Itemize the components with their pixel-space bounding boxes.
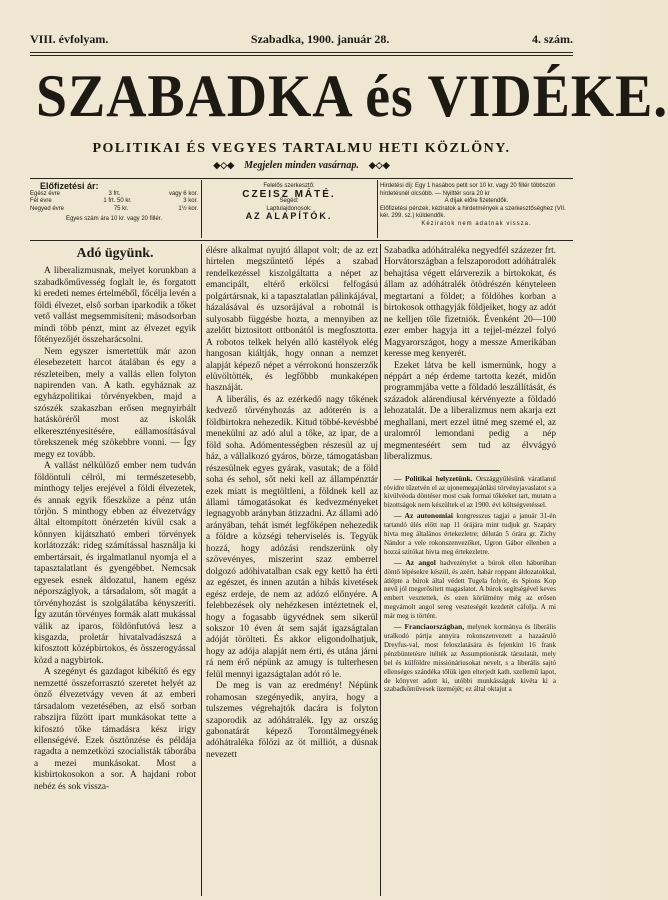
- news-body: hadvezénylet a búrok ellen háborúban döntő lépésekre készül, és azért, habár roppant áldozatokkal, átlépte a búrok által védett Tugela folyót, és Spions Kop nevű jól megerősített magaslatot. A búrok segítségével keves embert vesztettek, és ezen körülmény még az erősen megvámolt angol sereg veszteségét kezdetét cáfolja. A mi már meg is történt.: [384, 558, 557, 621]
- editor-role: Felelős szerkesztő:: [263, 183, 315, 189]
- news-headline: — Az autonomiai: [394, 511, 454, 521]
- header-rule: [30, 52, 573, 53]
- ornament-icon: ◆◇◆: [213, 160, 235, 170]
- subscription-heading: Előfizetési ár:: [40, 181, 99, 191]
- news-item: [384, 475, 556, 511]
- publisher-name: AZ ALAPÍTÓK.: [245, 211, 333, 221]
- article-column-3: [384, 246, 556, 896]
- subscription-box: [30, 183, 198, 236]
- article-paragraph: A liberalizmusnak, melyet korunkban a szabadkőművesség foglalt le, és forgatott ki eredeti nemes értelméből, főcélja levén a földi élvezet, első sorban iparkodik a tőket vető vallást megsemmisíteni; másodsorban mindi több pénzt, mint az élvezet egyik főtényezőjét összeharácsolni.: [34, 266, 196, 346]
- ad-rates: Hirdetési díj: Egy 1 hasábos petit sor 10 kr, vagy 20 fillér többszöri hirdetésnél olcsóbb. — Nyilttér sora 20 kr: [380, 183, 556, 197]
- column-divider: [377, 180, 378, 238]
- article-paragraph: élésre alkalmat nyujtó állapot volt; de az ezt hirtelen megszűntető lépés a szabad rendelkezéssel kiszolgáltatta a népet az emancipált, eltérő erkölcsi felfogású polgártársnak, ki a tapasztalatlan pálinkájával, házalásával és uzsorájával a robotnál is sulyosabb függésbe hozta, a mennyiben az azelőtt biztositott ottbonától is megfosztotta. A robotos telkek helyén alló kastélyok elég hangosan kiáltják, hogy onnan a nemzet alapját képező népet a vérrokonú honszerzők elüvöltötték, és legfőbbb munkaképen hasznáját.: [206, 246, 378, 394]
- article-paragraph: Szabadka adóhátraléka negyedfél százezer frt. Horvátországban a felszaporodott adóhátralék behajtása végett elárverezik a birtokokat, és állam az adóhátralék ötödrészén kényteleen megtartani a földet; a földöhes korban a birtokosok otthagyják földjeiket, hogy az adót ne kelljen tőle fizetniök. Évenként 20—100 ezer ember hagyja itt a tejjel-mézzel folyó Magyarországot, hogy a messze Amerikában keresse meg kenyerét.: [384, 246, 556, 360]
- article-paragraph: A vallást nélkülöző ember nem tudván földöntuli célról, mi természetesebb, minthogy teljes erejével a földi élvezetek, és annak egyik főeszköze a pénz után törjön. S minthogy ebben az élvezetvágy által eltompított önérzetén kívül csak a könnyen kijátszható emberi törvények korlátozzák: rideg számítással használja ki embertársait, és irgalmatlanul nyomja el a tapasztalatlant és gyengébbet. Nemcsak egyesek esnek áldozatul, hanem egész népországlyok, a társadalom, sőt magát a törvényhozást is szolgálatába kényszeríti. Így azután törvényes formák alatt mukással válik az iparos, földönfutóvá lesz a kisgazda, proletár hivatalvadászszá a kifosztott középbirtokos, és összerogyással közd a nagybirtok.: [34, 461, 196, 666]
- article-paragraph: A liberális, és az ezérkedő nagy tőkének kedvező törvényhozás az adóterén is a földbirtokra nehezedik. Kitud többé-kevésbbé menekülni az adó alul a tőke, az ipar, de a föld soha. Adómentességben részesül az uj ház, a vállalkozó gyáros, börze, támogatásban részesülnek egyes gyárak, vasutak; de a föld soha és sehol, sőt neki kell az állampénztár ezek miatt is megtöltleni, a földnek kell az állami támogatásokat és kedvezményeket legnagyobb arányban átizzadni. Az állami adó arányában, tehát ismét legfőképen nehezedik a földre a községi teherviselés is. Tegyük hozzá, hogy adózási rendszerünk oly szövevényes, miszerint szaz emberrel dolgozó adóhivatalban csak egy kettő ha érti az egészet, és innen azután a hibás kivetések egész erdeje, de nem az adózó előnyére. A felebbezések oly nehézkesen intéztetnek el, hogy a fogasabb ügyvédnek sem sikerül sokszor 10 éven át sem saját igazságtalan adóját törölteti. És akkor eligondolhatjuk, hogy az adója alapját nem érti, és utána járni rá nem érő népünk az amugy is tulterhesen felül mennyi igazságtalan adót ró le.: [206, 394, 378, 680]
- ornament-icon: ◆◇◆: [368, 160, 390, 170]
- article-paragraph: A szegényt és gazdagot kibékítő és egy nemzetté összeforrasztó szeretet helyét az önző élvezetvágy veven át az emberi társadalom vezetésében, az első sorban rabszijra fűzött ipart munkásokat tette a kifosztó tőke támadásra kész irigy ellenségévé. Ezek ösztönzése és példája ragadta a nemzetközi szocialisták táborába a mezei munkásokat. Most a kisbirtokosokon a sor. A hajdani robot nebéz és sok vissza-: [34, 667, 196, 792]
- news-body: kongresszus tagjai a január 31-én tartandó ülés előtt nap 11 órájára mint tudjuk gr. Szapáry hivta meg általános értekezletre; délután 5 órára gr. Zichy Nándor a vele rokonszenvezőket, Ugron Gábor ellenben a hozzá szitókat hivta meg értekezletre.: [384, 512, 556, 556]
- info-rule-top: [30, 178, 573, 179]
- subscription-row: Negyed évre 75 kr. 1½ kor.: [30, 205, 198, 212]
- header-rule: [30, 55, 573, 56]
- column-divider: [380, 244, 381, 896]
- ad-prepay: A díjak előre fizetendők.: [444, 198, 509, 204]
- editor-box: [205, 183, 373, 236]
- section-divider: [440, 470, 500, 471]
- article-paragraph: Nem egyszer ismertettük már azon élesebezetett harcot átalában és egy a részleteiben, mely a vallás ellen folyton napirenden van. A kath. egyháznak az egyházpolitikai törvényekben, majd a szószék szakaszban erősen megnyirbált hatásköréről most az iskolák elkeresztényesitésére, eállamosításával törekszenek még szökebbre vonni. — Így megy ez tovább.: [34, 346, 196, 460]
- ad-address: Előfizetési pénzek, kéziratok a hirdetmények a szerkesztőséghez (VII. kér. 299. sz.) küldendők.: [380, 205, 566, 219]
- column-divider: [201, 180, 202, 238]
- masthead-subtitle: POLITIKAI ÉS VEGYES TARTALMU HETI KÖZLÖNY.: [92, 141, 511, 156]
- news-body: Országgyűlésünk váratlanul rövidre tűzetvén el az ujonemegajánlási törvényjavaslatot s a kivülvéoda döntéser most csak formai tőkéeket tart, mutatn a bizottságok nem készültek el az 1900. évi költségvetéssel.: [384, 474, 556, 510]
- editor-co: Segéd:: [279, 198, 299, 204]
- article-column-2: [206, 246, 378, 896]
- subscription-row: Fél évre 1 frt. 50 kr. 3 kor.: [30, 198, 198, 204]
- news-headline: — Az angol: [394, 557, 436, 567]
- news-item: [384, 512, 556, 557]
- article-paragraph: Ezeket látva be kell ismernünk, hogy a néppárt a nép érdeme tartotta kezét, midőn programmjába vette a földadó leszállítását, és századok alárendiusal kérvényezte a földadó lehozatalát. De a liberalizmus nem akarja ezt meghallani, mert ezzel ütné meg szemé el, az uralomról lemondani pedig a nép megmenteséért sem tud az élvvágyó liberalizmus.: [384, 360, 556, 463]
- frequency-text: Megjelen minden vasárnap.: [244, 160, 359, 171]
- issue-header: [30, 32, 573, 48]
- news-headline: — Franciaországban,: [394, 622, 465, 632]
- publication-frequency: [30, 160, 573, 171]
- news-item: [384, 559, 556, 621]
- place-date: Szabadka, 1900. január 28.: [250, 32, 390, 46]
- masthead-title: SZABADKA és VIDÉKE.: [36, 63, 668, 129]
- news-headline: — Politikai helyzetünk.: [394, 473, 473, 483]
- volume-label: VIII. évfolyam.: [30, 32, 109, 46]
- ad-manuscripts: Kéziratok nem adatnak vissza.: [421, 220, 532, 227]
- column-divider: [201, 244, 202, 896]
- subscription-row: Egész évre 3 frt. vagy 6 kor.: [30, 190, 198, 197]
- editor-name: CZEISZ MÁTÉ.: [242, 188, 336, 200]
- article-column-1: [34, 246, 196, 896]
- advertising-box: [380, 183, 573, 236]
- owners-label: Laptulajdonosok:: [266, 205, 312, 212]
- article-paragraph: De meg is van az eredmény! Népünk rohamosan szegényedik, anyira, hogy a tulszemes végrehajtók dacára is folyton szaporodik az adóhátralék. Igy az ország gabonatárát képező Torontálmegyének adóhátraléka fölözi az öt milliót, a dúsnak nevezett: [206, 681, 378, 760]
- issue-number: 4. szám.: [532, 32, 573, 46]
- news-body: melynek kormánya és liberális uralkodó pártja annyira rokonszenvezett a hazaáruló Dreyfus-val, most feloszlatására és fejenkint 16 frank pénzbüntetésre itélték az Assumptionisták társulatát, mely bel és külföldre missiónáriusokat nevelt, s a liberális sajtó ellenséges szándéka tőlük igen elterjedt kath. szellemű lapot, de könyvet adott ki, utóbbi munkásságuk kivéta ki a szabadkőművesek üzeméjét; ez által oktajut a: [384, 623, 556, 694]
- news-item: [384, 623, 556, 694]
- article-title: Adó ügyünk.: [76, 246, 154, 261]
- info-rule-bottom: [30, 240, 573, 241]
- single-issue-price: Egyes szám ára 10 kr. vagy 20 fillér.: [65, 216, 163, 222]
